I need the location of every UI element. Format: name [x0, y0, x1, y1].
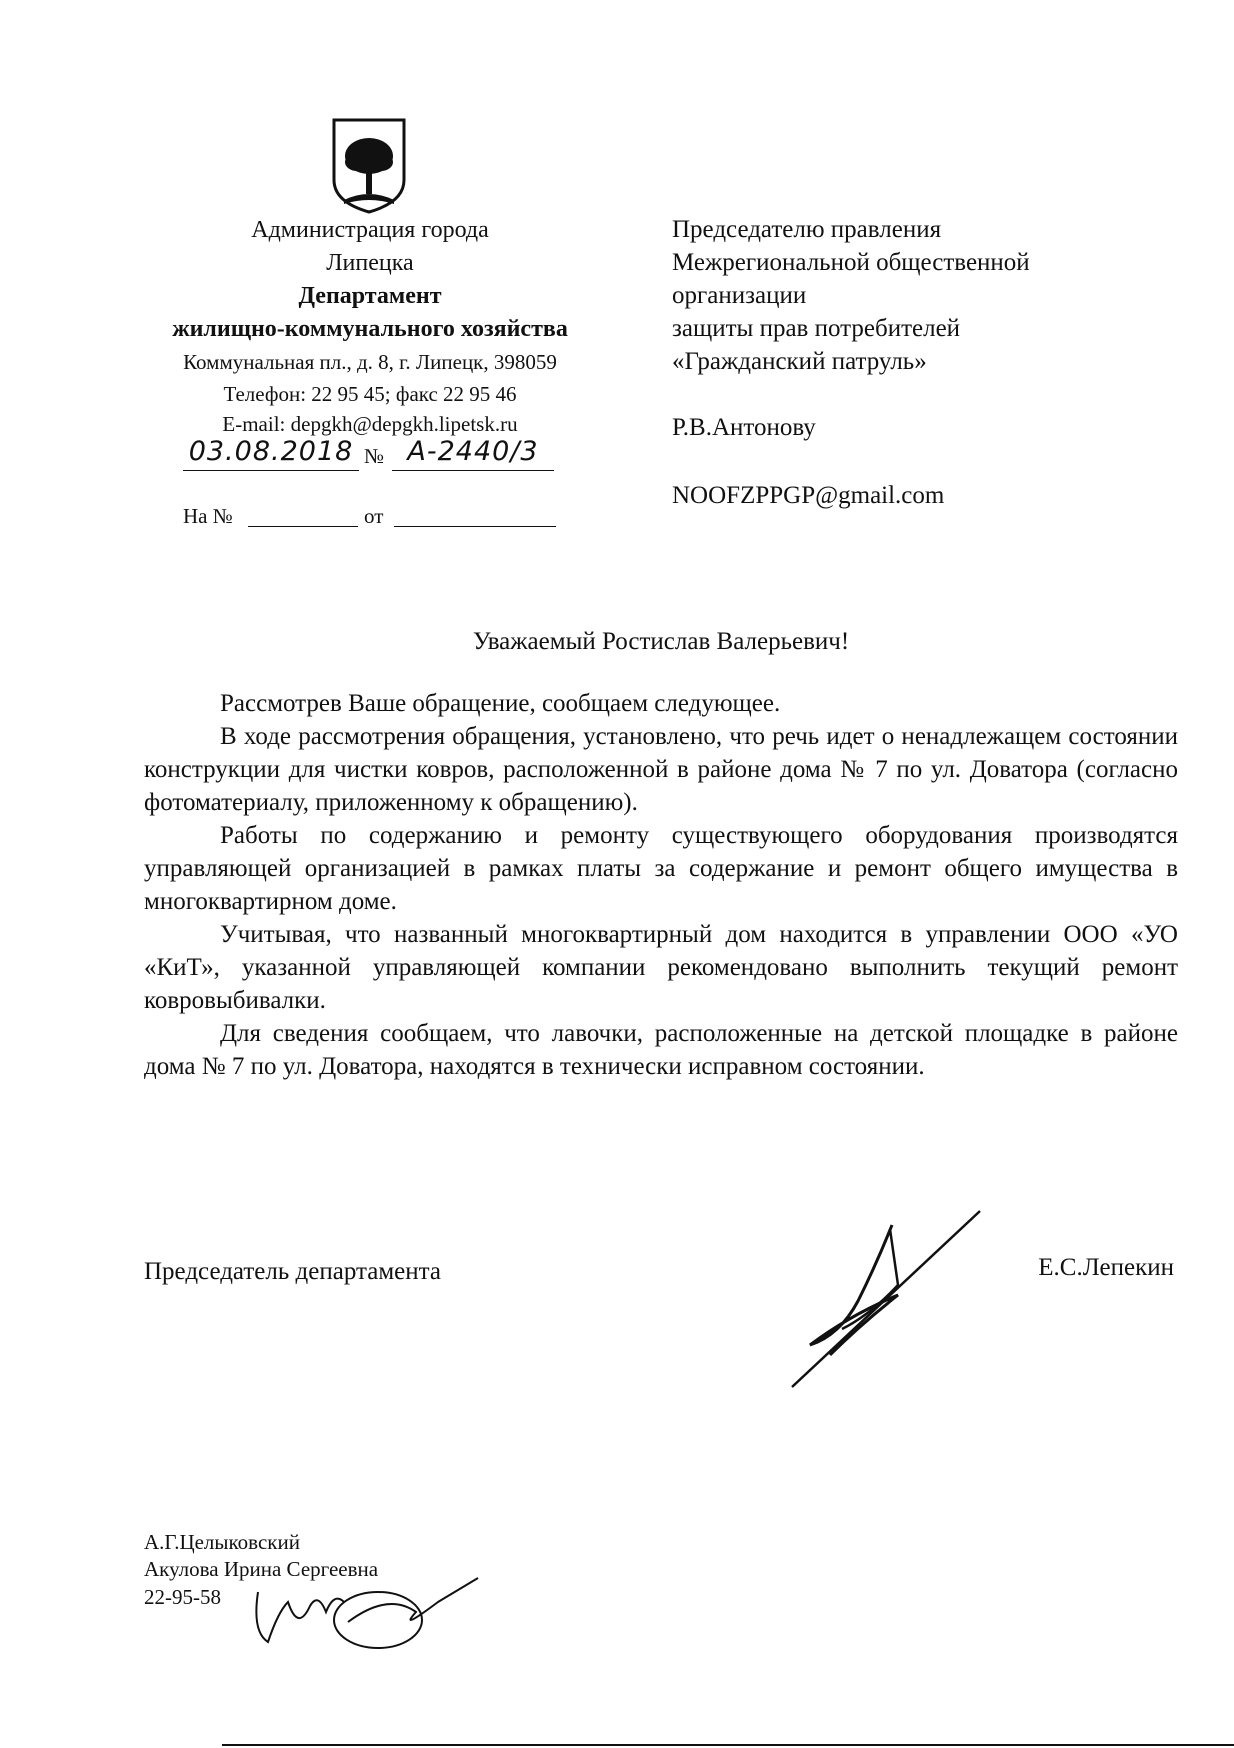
letter-body [144, 687, 1178, 1083]
body-paragraph: Для сведения сообщаем, что лавочки, расположенные на детской площадке в районе дома № 7 по ул. Доватора, находятся в технически исправном состоянии. [144, 1020, 1178, 1080]
body-paragraph: Рассмотрев Ваше обращение, сообщаем следующее. [220, 690, 781, 717]
sender-phone: Телефон: 22 95 45; факс 22 95 46 [223, 382, 517, 406]
recipient-line4: защиты прав потребителей [672, 315, 961, 342]
recipient-line1: Председателю правления [672, 216, 942, 243]
reference-number-blank [248, 526, 358, 527]
coat-of-arms-emblem [330, 118, 408, 214]
letter-number-label: № [364, 444, 385, 468]
sender-email: E-mail: depgkh@depgkh.lipetsk.ru [222, 412, 518, 436]
reference-date-blank [394, 526, 556, 527]
recipient-line5: «Гражданский патруль» [672, 348, 927, 375]
body-paragraph: Учитывая, что названный многоквартирный дом находится в управлении ООО «УО «КиТ», указанной управляющей компании рекомендовано выполнить текущий ремонт ковровыбивалки. [144, 921, 1178, 1014]
recipient-line3: организации [672, 282, 807, 309]
executor-phone: 22-95-58 [144, 1585, 221, 1609]
sender-address: Коммунальная пл., д. 8, г. Липецк, 398059 [183, 350, 557, 374]
letter-date: 03.08.2018 [183, 436, 359, 471]
handwritten-signature [780, 1205, 1000, 1395]
body-paragraph: В ходе рассмотрения обращения, установлено, что речь идет о ненадлежащем состоянии конструкции для чистки ковров, расположенной в районе дома № 7 по ул. Доватора (согласно фотоматериалу, приложенному к обращению). [144, 723, 1178, 816]
executor-line1: А.Г.Целыковский [144, 1530, 300, 1554]
sender-dept-line1: Департамент [298, 283, 442, 309]
reference-from-label: от [364, 504, 384, 528]
recipient-line2: Межрегиональной общественной [672, 249, 1030, 276]
recipient-name: Р.В.Антонову [672, 414, 816, 441]
handwritten-initials [248, 1572, 488, 1662]
sender-dept-line2: жилищно-коммунального хозяйства [172, 316, 568, 342]
executor-line2: Акулова Ирина Сергеевна [144, 1557, 379, 1581]
bottom-border-line [222, 1744, 1234, 1746]
reference-number-label: На № [183, 504, 233, 528]
signatory-name: Е.С.Лепекин [1038, 1254, 1174, 1281]
letter-number: А-2440/3 [392, 436, 554, 471]
letter-greeting: Уважаемый Ростислав Валерьевич! [472, 628, 850, 655]
signatory-position: Председатель департамента [144, 1258, 441, 1285]
sender-org-line1: Администрация города [251, 217, 489, 243]
sender-org-line2: Липецка [326, 250, 414, 276]
recipient-email: NOOFZPPGP@gmail.com [672, 482, 945, 509]
body-paragraph: Работы по содержанию и ремонту существующего оборудования производятся управляющей организацией в рамках платы за содержание и ремонт общего имущества в многоквартирном доме. [144, 822, 1178, 915]
